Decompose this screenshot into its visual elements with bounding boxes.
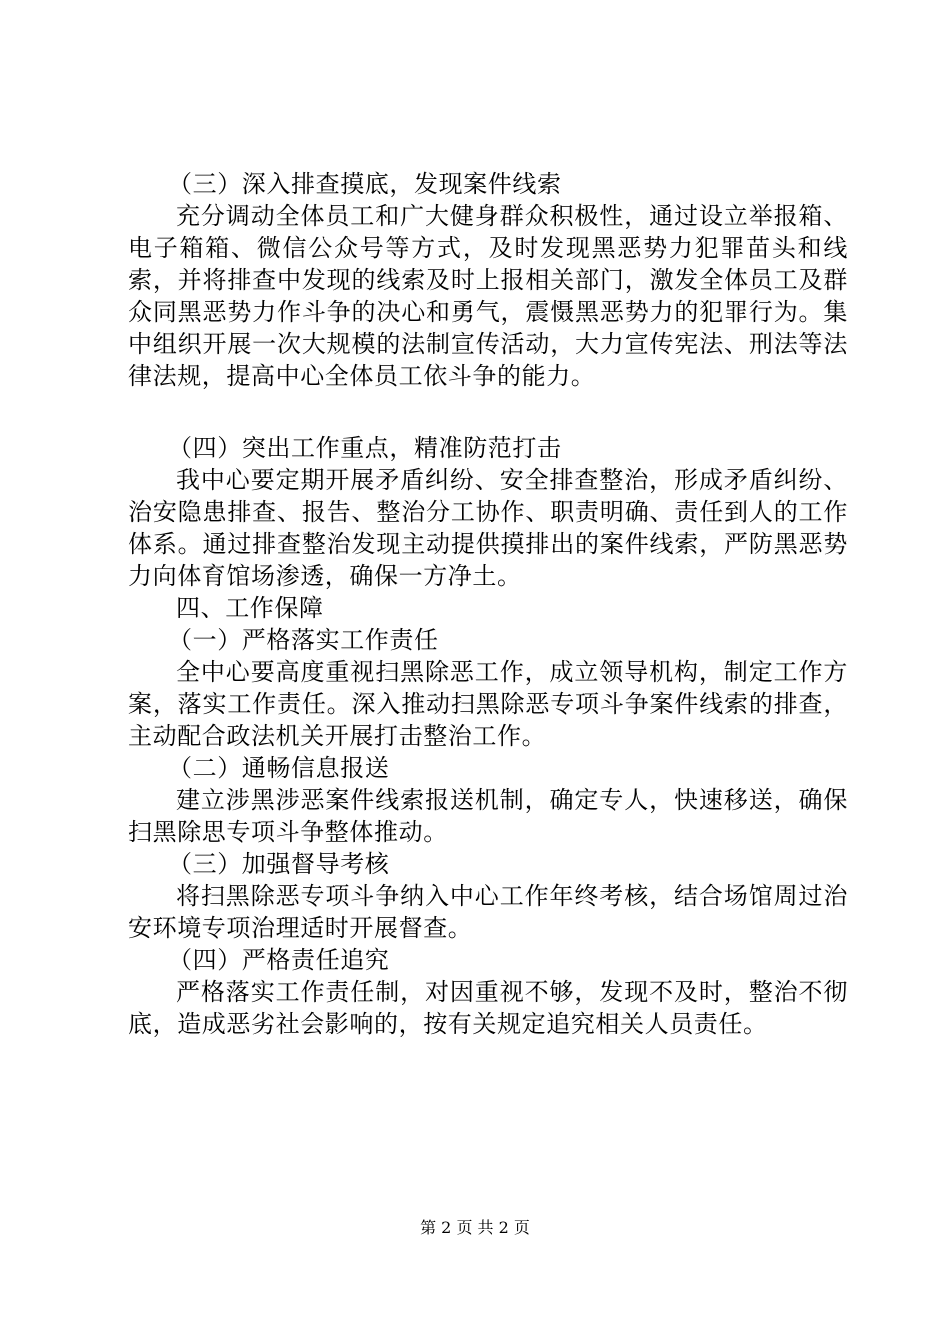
section-heading-focus: （四）突出工作重点，精准防范打击: [168, 434, 562, 462]
page-footer: 第 2 页 共 2 页: [420, 1218, 530, 1237]
subheading-accountability: （四）严格责任追究: [168, 946, 390, 974]
paragraph-supervision: 将扫黑除恶专项斗争纳入中心工作年终考核，结合场馆周过治安环境专项治理适时开展督查。: [128, 882, 848, 942]
paragraph-gap: [128, 392, 848, 432]
paragraph-responsibility: 全中心要高度重视扫黑除恶工作，成立领导机构，制定工作方案，落实工作责任。深入推动扫黑除恶专项斗争案件线索的排查，主动配合政法机关开展打击整治工作。: [128, 658, 848, 750]
section-heading-investigate: （三）深入排查摸底，发现案件线索: [168, 170, 562, 198]
paragraph-investigate: 充分调动全体员工和广大健身群众积极性，通过设立举报箱、电子箱箱、微信公众号等方式，及时发现黑恶势力犯罪苗头和线索，并将排查中发现的线索及时上报相关部门，激发全体员工及群众同黑恶势力作斗争的决心和勇气，震慑黑恶势力的犯罪行为。集中组织开展一次大规模的法制宣传活动，大力宣传宪法、刑法等法律法规，提高中心全体员工依斗争的能力。: [128, 202, 848, 390]
section-heading-guarantee: 四、工作保障: [176, 594, 324, 622]
paragraph-accountability: 严格落实工作责任制，对因重视不够，发现不及时，整治不彻底，造成恶劣社会影响的，按有关规定追究相关人员责任。: [128, 978, 848, 1038]
document-body: [128, 168, 848, 1040]
subheading-reporting: （二）通畅信息报送: [168, 754, 390, 782]
subheading-supervision: （三）加强督导考核: [168, 850, 390, 878]
paragraph-reporting: 建立涉黑涉恶案件线索报送机制，确定专人，快速移送，确保扫黑除思专项斗争整体推动。: [128, 786, 848, 846]
subheading-responsibility: （一）严格落实工作责任: [168, 626, 439, 654]
paragraph-focus: 我中心要定期开展矛盾纠纷、安全排查整治，形成矛盾纠纷、治安隐患排查、报告、整治分工协作、职责明确、责任到人的工作体系。通过排查整治发现主动提供摸排出的案件线索，严防黑恶势力向体育馆场渗透，确保一方净土。: [128, 466, 848, 590]
